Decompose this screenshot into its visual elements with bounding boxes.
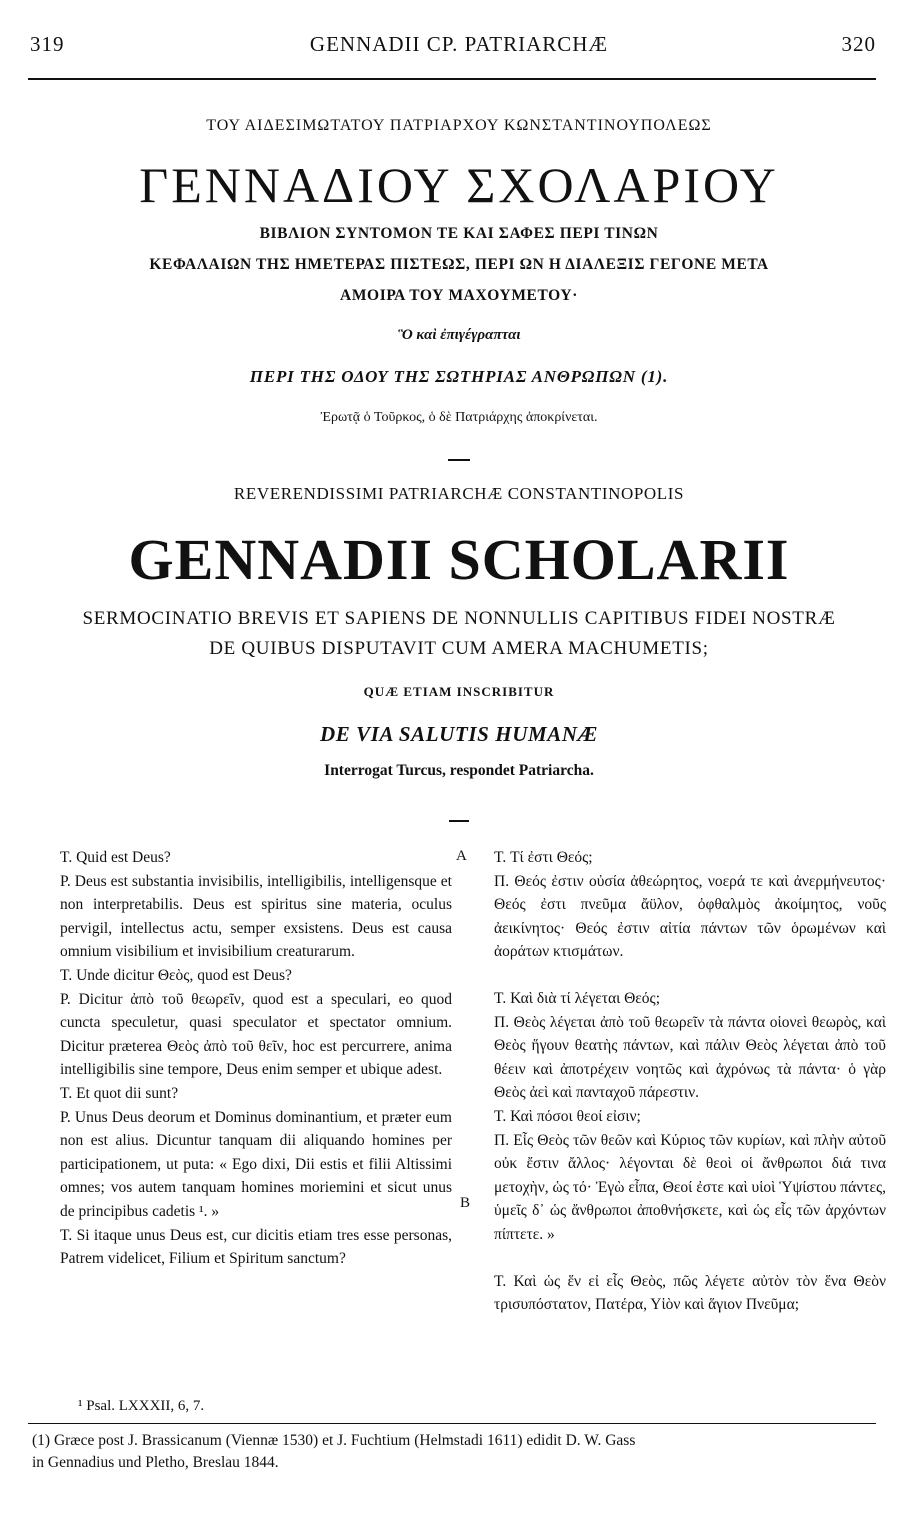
greek-column — [494, 846, 886, 1317]
greek-also-titled: Ὃ καὶ ἐπιγέγραπται — [397, 327, 521, 343]
footnote: ¹ Psal. LXXXII, 6, 7. — [78, 1398, 205, 1414]
section-divider — [448, 459, 470, 461]
spacer — [494, 964, 886, 987]
header-rule — [28, 78, 876, 80]
latin-paragraph: P. Unus Deus deorum et Dominus dominantium, et præter eum non est alius. Dicuntur tanquam dii aliquando homines per participationem, ut puta: « Ego dixi, Dii estis et filii Altissimi omnes; vos autem tanquam homines moriemini et sicut unus de principibus cadetis ¹. » — [60, 1108, 452, 1220]
latin-paragraph: T. Quid est Deus? — [60, 849, 171, 866]
latin-paragraph: P. Dicitur ἀπὸ τοῦ θεωρεῖν, quod est a speculari, eo quod cuncta speculetur, quasi speculator et spectator omnium. Dicitur præterea Θεὸς ἀπὸ τοῦ θεῖν, hoc est percurrere, anima intelligibilis sine tempore, Deus enim semper et ubique adest. — [60, 990, 452, 1079]
latin-subtitle-line2: DE QUIBUS DISPUTAVIT CUM AMERA MACHUMETIS; — [209, 638, 709, 659]
latin-column — [60, 846, 452, 1271]
greek-paragraph: Π. Θεός ἐστιν οὐσία ἀθεώρητος, νοερά τε καὶ ἀνερμήνευτος· Θεός ἐστι πνεῦμα ἄϋλον, ὀφθαλμὸς ἀκοίμητος, νοῦς ἀεικίνητος· Θεός ἐστιν αἰτία πάντων τῶν ὁρωμένων καὶ ἀοράτων κτισμάτων. — [494, 872, 886, 961]
latin-superscript: REVERENDISSIMI PATRIARCHÆ CONSTANTINOPOLIS — [233, 484, 685, 503]
source-note-line1: (1) Græce post J. Brassicanum (Viennæ 1530) et J. Fuchtium (Helmstadi 1611) edidit D. W. Gass — [32, 1432, 636, 1449]
latin-paragraph: T. Si itaque unus Deus est, cur dicitis etiam tres esse personas, Patrem videlicet, Filium et Spiritum sanctum? — [60, 1226, 452, 1268]
margin-marker-a: A — [456, 848, 467, 864]
greek-paragraph: T. Τί ἐστι Θεός; — [494, 849, 593, 866]
greek-paragraph: Π. Εἷς Θεὸς τῶν θεῶν καὶ Κύριος τῶν κυρίων, καὶ πλὴν αὐτοῦ οὐκ ἔστιν ἄλλος· λέγονται δὲ θεοὶ οἱ ἄνθρωποι διά τινα μετοχὴν, ὡς τό· Ἐγὼ εἶπα, Θεοί ἐστε καὶ υἱοὶ Ὑψίστου πάντες, ὑμεῖς δ᾽ ὡς ἄνθρωποι ἀποθνήσκετε, καὶ ὡς εἷς τῶν ἀρχόντων πίπτετε. » — [494, 1131, 886, 1243]
latin-also-titled: QUÆ ETIAM INSCRIBITUR — [363, 684, 555, 699]
page-number-left: 319 — [30, 32, 65, 56]
greek-paragraph: Π. Θεὸς λέγεται ἀπὸ τοῦ θεωρεῖν τὰ πάντα οἱονεὶ θεωρὸς, καὶ Θεὸς ἥγουν θεατὴς πάντων, καὶ πάλιν Θεὸς λέγεται ἀπὸ τοῦ θέειν καὶ ἀποτρέχειν νοητῶς καὶ ἀχρόνως τὰ πάντα· ὁ γὰρ Θεὸς ἀεὶ καὶ πανταχοῦ πάρεστιν. — [494, 1013, 886, 1102]
greek-superscript: ΤΟΥ ΑΙΔΕΣΙΜΩΤΑΤΟΥ ΠΑΤΡΙΑΡΧΟΥ ΚΩΝΣΤΑΝΤΙΝΟΥΠΟΛΕΩΣ — [206, 117, 712, 134]
footnote-rule — [28, 1423, 876, 1424]
greek-subtitle-line3: ΑΜΟΙΡΑ ΤΟΥ ΜΑΧΟΥΜΕΤΟΥ· — [340, 287, 578, 304]
latin-italic-title: DE VIA SALUTIS HUMANÆ — [319, 722, 599, 746]
greek-subtitle-line2: ΚΕΦΑΛΑΙΩΝ ΤΗΣ ΗΜΕΤΕΡΑΣ ΠΙΣΤΕΩΣ, ΠΕΡΙ ΩΝ Η ΔΙΑΛΕΞΙΣ ΓΕΓΟΝΕ ΜΕΤΑ — [149, 256, 769, 273]
greek-paragraph: T. Καὶ ὡς ἕν εἰ εἷς Θεὸς, πῶς λέγετε αὐτὸν τὸν ἕνα Θεὸν τρισυπόστατον, Πατέρα, Υἱὸν καὶ ἅγιον Πνεῦμα; — [494, 1272, 886, 1314]
greek-title: ΓΕΝΝΑΔΙΟΥ ΣΧΟΛΑΡΙΟΥ — [139, 157, 779, 213]
greek-italic-title: ΠΕΡΙ ΤΗΣ ΟΔΟΥ ΤΗΣ ΣΩΤΗΡΙΑΣ ΑΝΘΡΩΠΩΝ (1). — [249, 367, 669, 386]
source-note-line2: in Gennadius und Pletho, Breslau 1844. — [32, 1454, 279, 1471]
latin-paragraph: T. Unde dicitur Θεὸς, quod est Deus? — [60, 966, 292, 984]
greek-paragraph: T. Καὶ πόσοι θεοί εἰσιν; — [494, 1107, 641, 1125]
latin-subtitle-line1: SERMOCINATIO BREVIS ET SAPIENS DE NONNULLIS CAPITIBUS FIDEI NOSTRÆ — [82, 608, 836, 629]
latin-title: GENNADII SCHOLARII — [128, 527, 790, 592]
text-divider — [449, 820, 469, 822]
spacer — [494, 1247, 886, 1270]
greek-subtitle-line1: ΒΙΒΛΙΟΝ ΣΥΝΤΟΜΟΝ ΤΕ ΚΑΙ ΣΑΦΕΣ ΠΕΡΙ ΤΙΝΩΝ — [259, 225, 659, 242]
margin-marker-b: B — [460, 1195, 471, 1211]
greek-speakers: Ἐρωτᾷ ὁ Τοῦρκος, ὁ δὲ Πατριάρχης ἀποκρίνεται. — [320, 410, 598, 425]
running-title: GENNADII CP. PATRIARCHÆ — [309, 32, 609, 56]
page-number-right: 320 — [841, 32, 876, 56]
latin-paragraph: T. Et quot dii sunt? — [60, 1084, 179, 1102]
greek-paragraph: T. Καὶ διὰ τί λέγεται Θεός; — [494, 989, 661, 1007]
latin-speakers: Interrogat Turcus, respondet Patriarcha. — [324, 762, 594, 779]
latin-paragraph: P. Deus est substantia invisibilis, intelligibilis, intelligensque et non interpretabilis. Deus est spiritus sine materia, oculus pervigil, intellectus actu, semper exsistens. Deus est causa omnium visibilium et invisibilium creaturarum. — [60, 872, 452, 961]
